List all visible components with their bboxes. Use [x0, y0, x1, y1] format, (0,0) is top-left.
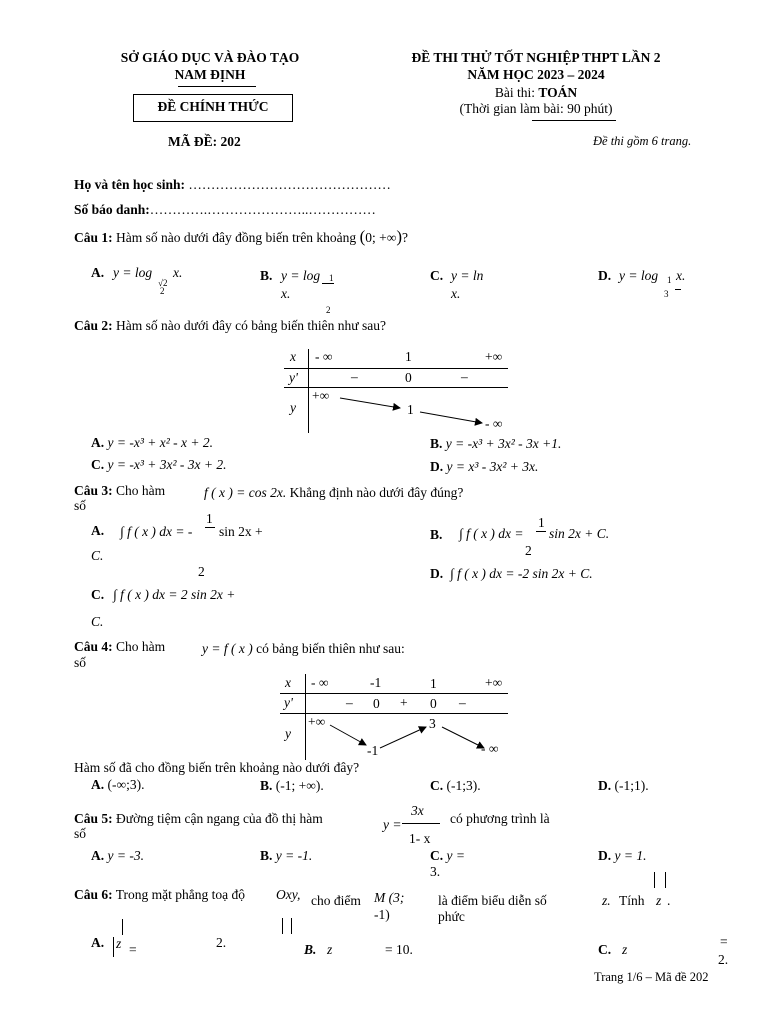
q3-option-c-int: ∫ f ( x ) dx = 2 sin 2x + — [113, 587, 236, 602]
q5-y-eq: y = — [383, 817, 402, 832]
pages-note: Đề thi gồm 6 trang. — [593, 134, 692, 148]
q1-option-c-expr: y = ln — [451, 268, 484, 283]
q3-intro-2: số — [74, 498, 87, 513]
q1-open-paren: ( — [359, 227, 366, 246]
q6-option-c-eq: = — [720, 934, 728, 949]
q2-table-x2: 1 — [405, 349, 412, 364]
q2-table-x-head: x — [290, 349, 296, 364]
q5-stem — [74, 811, 323, 827]
q5-tail: có phương trình là — [450, 811, 550, 826]
q2-table-sign-2: – — [461, 369, 468, 384]
q6-point: M (3; — [374, 890, 405, 905]
q1-option-d-expr: y = log — [619, 268, 659, 283]
q1-option-d-frac-num: 1 — [667, 275, 672, 285]
q1-close-paren: ) — [396, 227, 403, 246]
subject-label: Bài thi: — [494, 85, 539, 100]
q5-text: Đường tiệm cận ngang của đồ thị hàm — [112, 811, 323, 826]
q6-desc-2: phức — [438, 909, 465, 924]
q1-option-c-label: C. — [430, 268, 444, 283]
q3-function: f ( x ) = cos 2x. — [204, 485, 287, 500]
q3-option-a-c: C. — [91, 548, 104, 563]
q4-intro-2: số — [74, 655, 87, 670]
q2-table-x3: +∞ — [485, 349, 503, 364]
q4-table-zero-2: 0 — [430, 696, 437, 711]
q4-option-b — [260, 778, 324, 794]
q2-table-sign-1: – — [351, 369, 358, 384]
q5-label: Câu 5: — [74, 811, 113, 826]
q6-oxy: Oxy, — [276, 887, 301, 902]
q4-table-zero-1: 0 — [373, 696, 380, 711]
q4-table-x1: - ∞ — [311, 675, 329, 690]
q6-z: z. — [602, 893, 611, 908]
q4-table-yp-head: y' — [284, 695, 293, 710]
q5-option-d — [598, 848, 646, 864]
q4-option-d-label: D. — [598, 778, 612, 793]
q6-period: . — [667, 893, 671, 908]
q6-option-a-eq: = — [129, 942, 137, 957]
q4-option-a — [91, 777, 145, 793]
q6-point-2: -1) — [374, 907, 390, 922]
q1-option-a-x: x. — [173, 265, 183, 280]
q2-text: Hàm số nào dưới đây có bảng biến thiên như sau? — [112, 318, 386, 333]
q6-text: Trong mặt phẳng toạ độ — [112, 887, 246, 902]
q6-abs-bar-left — [654, 872, 655, 888]
student-id-dots: ………….…………………..…………… — [149, 202, 376, 217]
department-city: NAM ĐỊNH — [174, 67, 246, 82]
q2-table-y-head: y — [290, 400, 296, 415]
q6-desc: là điểm biểu diễn số — [438, 893, 547, 908]
q2-option-a-expr: y = -x³ + x² - x + 2. — [107, 435, 214, 450]
q3-option-a-label: A. — [91, 523, 105, 538]
q5-option-d-label: D. — [598, 848, 612, 863]
q3-option-b-tail: sin 2x + C. — [549, 526, 610, 541]
q1-option-b-expr: y = log — [281, 268, 321, 283]
q6-calc: Tính — [619, 893, 645, 908]
q2-option-b-expr: y = -x³ + 3x² - 3x +1. — [445, 436, 562, 451]
q2-table-v1: +∞ — [312, 388, 330, 403]
q1-option-b-frac-den: 2 — [326, 305, 331, 315]
q3-option-a-int: ∫ f ( x ) dx = - — [120, 524, 193, 539]
q2-table-v2: 1 — [407, 402, 414, 417]
q6-point-text: cho điểm — [311, 893, 361, 908]
q5-option-b — [260, 848, 312, 864]
q5-option-d-val: y = 1. — [614, 848, 647, 863]
q1-interval: 0; +∞ — [365, 230, 397, 245]
q3-option-c-c: C. — [91, 614, 104, 629]
q2-option-c-label: C. — [91, 457, 105, 472]
q4-table-sign-3: – — [459, 695, 466, 710]
q4-option-a-label: A. — [91, 777, 105, 792]
duration: (Thời gian làm bài: 90 phút) — [459, 101, 613, 116]
q6-z-abs: z — [656, 893, 662, 908]
q4-table-v2: -1 — [367, 743, 379, 758]
q1-end: ? — [402, 230, 409, 245]
q6-stem — [74, 887, 245, 903]
q6-option-b-abs-right — [291, 918, 292, 934]
q5-option-c-label: C. — [430, 848, 444, 863]
q5-option-b-label: B. — [260, 848, 273, 863]
q4-table-x4: +∞ — [485, 675, 503, 690]
q6-label: Câu 6: — [74, 887, 113, 902]
subject-name: TOÁN — [538, 85, 578, 100]
q4-option-d-val: (-1;1). — [614, 778, 649, 793]
student-id-label: Số báo danh: — [74, 202, 150, 217]
q1-label: Câu 1: — [74, 230, 113, 245]
q2-option-b-label: B. — [430, 436, 443, 451]
q6-option-c-label: C. — [598, 942, 612, 957]
q1-option-a-base2: 2 — [160, 286, 165, 296]
q4-question: Hàm số đã cho đồng biến trên khoảng nào dưới đây? — [74, 760, 360, 775]
q5-option-a — [91, 848, 144, 864]
q5-option-c — [430, 848, 465, 864]
q6-option-b-label: B. — [304, 942, 317, 957]
q4-label: Câu 4: — [74, 639, 113, 654]
q4-option-c — [430, 778, 481, 794]
q5-stem-2: số — [74, 826, 87, 841]
q3-intro-text: Cho hàm — [112, 483, 166, 498]
q4-option-c-val: (-1;3). — [446, 778, 481, 793]
q1-option-c-x: x. — [451, 286, 461, 301]
q2-option-a-label: A. — [91, 435, 105, 450]
q3-label: Câu 3: — [74, 483, 113, 498]
q6-option-b-val: = 10. — [385, 942, 413, 957]
q4-intro-text: Cho hàm — [112, 639, 166, 654]
q5-option-c-val: y = — [446, 848, 465, 863]
q3-option-b-den: 2 — [525, 543, 532, 558]
q1-option-d-x: x. — [676, 268, 686, 283]
q2-option-c-expr: y = -x³ + 3x² - 3x + 2. — [107, 457, 227, 472]
q6-abs-bar-right — [665, 872, 666, 888]
q4-table-v4: - ∞ — [481, 741, 499, 756]
q5-frac-den: 1- x — [409, 831, 431, 846]
q3-option-b-label: B. — [430, 527, 443, 542]
q6-option-a-label: A. — [91, 935, 105, 950]
q2-table-x1: - ∞ — [315, 349, 333, 364]
q2-label: Câu 2: — [74, 318, 113, 333]
q5-option-c-val-2: 3. — [430, 864, 441, 879]
q4-table-v1: +∞ — [308, 714, 326, 729]
q1-text: Hàm số nào dưới đây đồng biến trên khoảng — [112, 230, 360, 245]
q5-option-b-val: y = -1. — [275, 848, 313, 863]
department-name: SỞ GIÁO DỤC VÀ ĐÀO TẠO — [120, 50, 300, 65]
school-year: NĂM HỌC 2023 – 2024 — [467, 67, 605, 82]
q4-function: y = f ( x ) — [202, 641, 253, 656]
q4-table-x2: -1 — [370, 675, 382, 690]
q3-option-a-den: 2 — [198, 564, 205, 579]
official-label: ĐỀ CHÍNH THỨC — [157, 99, 269, 114]
q3-option-d-int: ∫ f ( x ) dx = -2 sin 2x + C. — [450, 566, 593, 581]
q6-option-a-val: 2. — [216, 935, 227, 950]
q3-option-c-label: C. — [91, 587, 105, 602]
q5-option-a-val: y = -3. — [107, 848, 144, 863]
exam-title: ĐỀ THI THỬ TỐT NGHIỆP THPT LẦN 2 — [411, 50, 661, 65]
q4-text: có bảng biến thiên như sau: — [252, 641, 405, 656]
q3-option-b-int: ∫ f ( x ) dx = — [459, 526, 524, 541]
page-footer: Trang 1/6 – Mã đề 202 — [594, 970, 709, 984]
q4-table-sign-2: + — [400, 695, 408, 710]
q6-option-c-z: z — [622, 942, 628, 957]
q2-table-v3: - ∞ — [485, 416, 503, 431]
q4-option-a-val: (-∞;3). — [107, 777, 145, 792]
q1-option-a-label: A. — [91, 265, 105, 280]
q4-option-b-val: (-1; +∞). — [275, 778, 324, 793]
q6-option-a-abs-left — [113, 937, 114, 957]
q6-option-a-abs-top — [122, 919, 123, 935]
q3-option-a-num: 1 — [206, 511, 213, 526]
q4-table-sign-1: – — [346, 695, 353, 710]
q4-option-c-label: C. — [430, 778, 444, 793]
q5-frac-bar — [402, 823, 440, 824]
student-name-dots: ……………………………………… — [188, 177, 391, 192]
q4-option-b-label: B. — [260, 778, 273, 793]
q6-option-a-z: z — [116, 936, 122, 951]
q4-option-d — [598, 778, 649, 794]
q3-text: Khẳng định nào dưới đây đúng? — [286, 485, 464, 500]
q1-option-b-x: x. — [281, 286, 291, 301]
q2-option-d-label: D. — [430, 459, 444, 474]
student-name-label: Họ và tên học sinh: — [74, 177, 189, 192]
q3-option-a-tail: sin 2x + — [219, 524, 263, 539]
q4-table-y-head: y — [285, 726, 291, 741]
q6-option-c-val: 2. — [718, 952, 729, 967]
q6-option-b-z: z — [327, 942, 333, 957]
q6-option-b-abs-left — [282, 918, 283, 934]
q4-table-x3: 1 — [430, 676, 437, 691]
q1-option-a-base: √2 — [158, 278, 168, 288]
q1-option-b-frac-num: 1 — [329, 273, 334, 283]
q5-frac-num: 3x — [411, 803, 424, 818]
q1-option-a-expr: y = log — [113, 265, 153, 280]
q1-option-b-label: B. — [260, 268, 273, 283]
q4-table-x-head: x — [285, 675, 291, 690]
exam-code: MÃ ĐỀ: 202 — [168, 134, 241, 149]
q1-option-d-frac-den: 3 — [664, 289, 669, 299]
q2-table-zero: 0 — [405, 370, 412, 385]
q3-option-d-label: D. — [430, 566, 444, 581]
q1-option-d-label: D. — [598, 268, 612, 283]
q3-option-b-num: 1 — [538, 515, 545, 530]
q4-table-v3: 3 — [429, 716, 436, 731]
q5-option-a-label: A. — [91, 848, 105, 863]
q2-option-d-expr: y = x³ - 3x² + 3x. — [446, 459, 539, 474]
q2-table-yp-head: y' — [289, 370, 298, 385]
